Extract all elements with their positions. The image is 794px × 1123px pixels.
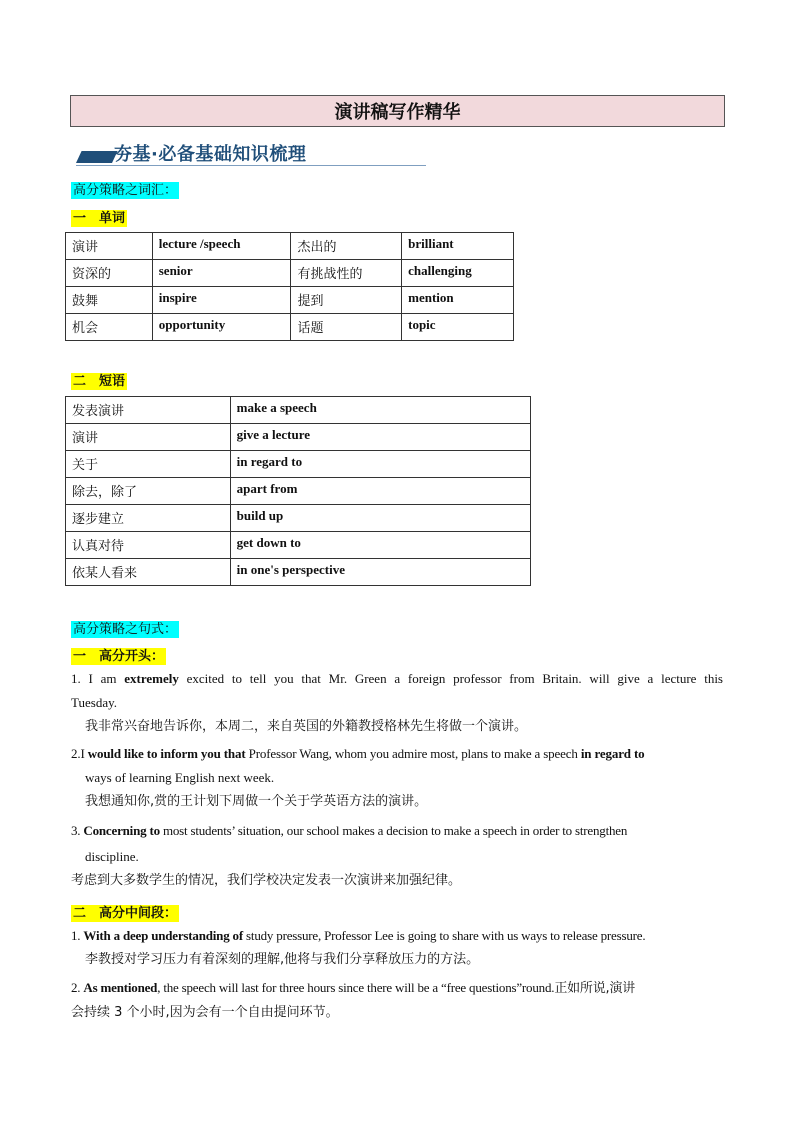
banner-bar-decoration — [76, 151, 118, 163]
phrase-english-cell: give a lecture — [230, 424, 530, 451]
phrase-chinese-cell: 关于 — [66, 451, 231, 478]
word-english-cell: inspire — [152, 287, 291, 314]
table-row — [66, 478, 531, 505]
middle-heading: 二 高分中间段： — [73, 906, 178, 921]
word-english-cell: opportunity — [152, 314, 291, 341]
word-english-cell: brilliant — [402, 233, 514, 260]
phrase-chinese-cell: 依某人看来 — [66, 559, 231, 586]
table-row — [66, 559, 531, 586]
word-chinese-cell: 话题 — [291, 314, 402, 341]
phrase-chinese-cell: 演讲 — [66, 424, 231, 451]
section-banner — [76, 140, 426, 167]
table-row — [66, 505, 531, 532]
word-chinese-cell: 有挑战性的 — [291, 260, 402, 287]
phrase-chinese-cell: 逐步建立 — [66, 505, 231, 532]
sentence-heading: 高分策略之句式： — [73, 622, 178, 637]
word-chinese-cell: 鼓舞 — [66, 287, 153, 314]
opening-heading: 一 高分开头： — [73, 649, 165, 664]
phrase-english-cell: in regard to — [230, 451, 530, 478]
word-chinese-cell: 演讲 — [66, 233, 153, 260]
word-chinese-cell: 机会 — [66, 314, 153, 341]
phrase-chinese-cell: 发表演讲 — [66, 397, 231, 424]
phrase-english-cell: get down to — [230, 532, 530, 559]
words-heading: 一 单词 — [73, 211, 126, 226]
sentence-3: 3. Concerning to most students’ situation, our school makes a decision to make a speech in order to strengthen discipline. 考虑到大多数学生的情况，我们学校决定发表一次演讲来加强纪律。 — [71, 823, 628, 888]
phrase-english-cell: in one's perspective — [230, 559, 530, 586]
word-english-cell: topic — [402, 314, 514, 341]
vocab-heading: 高分策略之词汇： — [73, 183, 178, 198]
word-chinese-cell: 杰出的 — [291, 233, 402, 260]
words-table — [65, 232, 514, 341]
phrase-chinese-cell: 除去，除了 — [66, 478, 231, 505]
word-english-cell: lecture /speech — [152, 233, 291, 260]
phrase-english-cell: apart from — [230, 478, 530, 505]
banner-underline — [76, 165, 426, 166]
word-english-cell: challenging — [402, 260, 514, 287]
table-row — [66, 424, 531, 451]
sentence-1: 1. I am extremely excited to tell you that Mr. Green a foreign professor from Britain. will give a lecture this Tuesday. 我非常兴奋地告诉你，本周二，来自英国的外籍教授格林先生将做一个演讲。 — [71, 671, 723, 734]
word-chinese-cell: 提到 — [291, 287, 402, 314]
table-row — [66, 287, 514, 314]
table-row — [66, 451, 531, 478]
table-row — [66, 314, 514, 341]
phrases-heading: 二 短语 — [73, 374, 126, 389]
table-row — [66, 532, 531, 559]
section-banner-text: 夯基·必备基础知识梳理 — [114, 144, 307, 165]
phrase-chinese-cell: 认真对待 — [66, 532, 231, 559]
middle-sentence-2: 2. As mentioned, the speech will last for three hours since there will be a “free questions”round.正如所说,演讲 会持续 3 个小时,因为会有一个自由提问环节。 — [71, 980, 636, 1020]
page-title: 演讲稿写作精华 — [70, 95, 725, 127]
word-english-cell: senior — [152, 260, 291, 287]
word-english-cell: mention — [402, 287, 514, 314]
word-chinese-cell: 资深的 — [66, 260, 153, 287]
table-row — [66, 397, 531, 424]
middle-sentence-1: 1. With a deep understanding of study pressure, Professor Lee is going to share with us ways to release pressure. 李教授对学习压力有着深刻的理解,他将与我们分享释放压力的方法。 — [71, 928, 646, 967]
table-row — [66, 233, 514, 260]
sentence-2: 2.I would like to inform you that Professor Wang, whom you admire most, plans to make a speech in regard to ways of learning English next week. 我想通知你,赏的王计划下周做一个关于学英语方法的演讲。 — [71, 746, 645, 809]
phrase-english-cell: build up — [230, 505, 530, 532]
table-row — [66, 260, 514, 287]
phrase-english-cell: make a speech — [230, 397, 530, 424]
phrases-table — [65, 396, 531, 586]
